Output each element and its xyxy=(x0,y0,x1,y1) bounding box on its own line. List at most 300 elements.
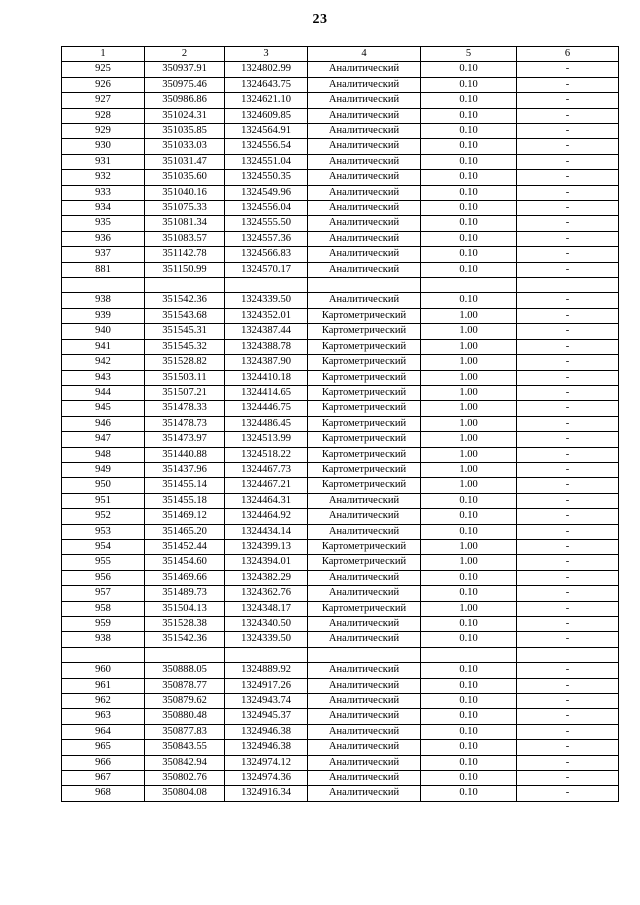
table-header xyxy=(62,47,619,62)
table-cell-col-2: 351440.88 xyxy=(145,447,225,462)
table-row xyxy=(62,462,619,477)
table-cell-col-3: 1324570.17 xyxy=(225,262,308,277)
table-cell-col-2: 351031.47 xyxy=(145,154,225,169)
table-row xyxy=(62,632,619,647)
table-cell-col-4 xyxy=(308,278,421,293)
table-cell-col-4: Аналитический xyxy=(308,678,421,693)
table-cell-col-2: 351081.34 xyxy=(145,216,225,231)
table-cell-col-5: 1.00 xyxy=(421,539,517,554)
table-cell-col-6: - xyxy=(517,724,619,739)
column-header-2: 2 xyxy=(145,47,225,62)
table-cell-col-1: 938 xyxy=(62,632,145,647)
table-cell-col-1: 952 xyxy=(62,509,145,524)
table-cell-col-5: 0.10 xyxy=(421,139,517,154)
table-cell-col-3: 1324974.36 xyxy=(225,771,308,786)
table-cell-col-3: 1324464.92 xyxy=(225,509,308,524)
table-cell-col-1: 935 xyxy=(62,216,145,231)
table-cell-col-4: Аналитический xyxy=(308,262,421,277)
table-cell-col-3: 1324946.38 xyxy=(225,740,308,755)
table-cell-col-3: 1324340.50 xyxy=(225,617,308,632)
table-row xyxy=(62,108,619,123)
table-cell-col-5: 0.10 xyxy=(421,771,517,786)
table-cell-col-1: 926 xyxy=(62,77,145,92)
table-cell-col-6: - xyxy=(517,324,619,339)
table-cell-col-3: 1324566.83 xyxy=(225,247,308,262)
table-cell-col-3: 1324467.21 xyxy=(225,478,308,493)
table-cell-col-2: 350802.76 xyxy=(145,771,225,786)
table-cell-col-6: - xyxy=(517,108,619,123)
table-cell-col-1: 932 xyxy=(62,170,145,185)
table-cell-col-3: 1324388.78 xyxy=(225,339,308,354)
table-cell-col-5: 1.00 xyxy=(421,339,517,354)
table-cell-col-4: Аналитический xyxy=(308,139,421,154)
table-cell-col-6: - xyxy=(517,201,619,216)
table-cell-col-4: Аналитический xyxy=(308,185,421,200)
table-cell-col-5: 0.10 xyxy=(421,586,517,601)
table-cell-col-5: 0.10 xyxy=(421,201,517,216)
table-row xyxy=(62,740,619,755)
table-cell-col-2: 351545.31 xyxy=(145,324,225,339)
table-cell-col-1: 960 xyxy=(62,663,145,678)
table-cell-col-6: - xyxy=(517,601,619,616)
table-cell-col-5: 0.10 xyxy=(421,755,517,770)
table-cell-col-2: 350878.77 xyxy=(145,678,225,693)
table-cell-col-1: 941 xyxy=(62,339,145,354)
table-body xyxy=(62,62,619,801)
table-cell-col-1: 955 xyxy=(62,555,145,570)
table-cell-col-1: 949 xyxy=(62,462,145,477)
table-cell-col-5: 0.10 xyxy=(421,709,517,724)
table-cell-col-6: - xyxy=(517,786,619,801)
table-cell-col-4: Аналитический xyxy=(308,93,421,108)
table-row xyxy=(62,324,619,339)
table-cell-col-1: 947 xyxy=(62,432,145,447)
table-cell-col-5: 0.10 xyxy=(421,154,517,169)
table-cell-col-4: Аналитический xyxy=(308,154,421,169)
table-cell-col-3: 1324974.12 xyxy=(225,755,308,770)
table-cell-col-6: - xyxy=(517,740,619,755)
table-cell-col-5: 1.00 xyxy=(421,462,517,477)
table-row xyxy=(62,617,619,632)
table-cell-col-2: 351150.99 xyxy=(145,262,225,277)
table-cell-col-4: Аналитический xyxy=(308,771,421,786)
table-cell-col-6: - xyxy=(517,447,619,462)
table-cell-col-2: 351542.36 xyxy=(145,293,225,308)
table-cell-col-4: Аналитический xyxy=(308,231,421,246)
table-cell-col-6: - xyxy=(517,524,619,539)
column-header-6: 6 xyxy=(517,47,619,62)
table-row xyxy=(62,555,619,570)
table-cell-col-3: 1324917.26 xyxy=(225,678,308,693)
table-cell-col-4: Картометрический xyxy=(308,385,421,400)
table-cell-col-6: - xyxy=(517,293,619,308)
table-cell-col-5: 0.10 xyxy=(421,108,517,123)
table-cell-col-4: Картометрический xyxy=(308,401,421,416)
table-cell-col-5: 1.00 xyxy=(421,324,517,339)
table-cell-col-2: 351528.82 xyxy=(145,355,225,370)
table-row xyxy=(62,786,619,801)
table-cell-col-6: - xyxy=(517,170,619,185)
table-cell-col-3: 1324348.17 xyxy=(225,601,308,616)
table-cell-col-5: 0.10 xyxy=(421,185,517,200)
table-cell-col-5: 0.10 xyxy=(421,124,517,139)
table-cell-col-5: 0.10 xyxy=(421,231,517,246)
table-cell-col-2: 351024.31 xyxy=(145,108,225,123)
table-cell-col-4: Картометрический xyxy=(308,539,421,554)
table-cell-col-1: 939 xyxy=(62,308,145,323)
table-cell-col-5: 0.10 xyxy=(421,247,517,262)
table-cell-col-2: 351040.16 xyxy=(145,185,225,200)
table-cell-col-6: - xyxy=(517,586,619,601)
table-cell-col-4: Аналитический xyxy=(308,247,421,262)
table-cell-col-4: Картометрический xyxy=(308,601,421,616)
table-cell-col-2: 351075.33 xyxy=(145,201,225,216)
table-cell-col-5: 0.10 xyxy=(421,509,517,524)
table-row xyxy=(62,293,619,308)
table-cell-col-6: - xyxy=(517,478,619,493)
table-cell-col-4: Аналитический xyxy=(308,709,421,724)
table-cell-col-2: 350879.62 xyxy=(145,694,225,709)
table-cell-col-2: 351455.14 xyxy=(145,478,225,493)
table-cell-col-2: 351478.73 xyxy=(145,416,225,431)
table-cell-col-1: 933 xyxy=(62,185,145,200)
table-cell-col-6: - xyxy=(517,247,619,262)
table-cell-col-5: 0.10 xyxy=(421,663,517,678)
table-row xyxy=(62,247,619,262)
table-cell-col-5: 0.10 xyxy=(421,262,517,277)
table-cell-col-3: 1324889.92 xyxy=(225,663,308,678)
table-cell-col-6: - xyxy=(517,570,619,585)
table-cell-col-2: 351033.03 xyxy=(145,139,225,154)
table-cell-col-6: - xyxy=(517,509,619,524)
table-cell-col-4: Картометрический xyxy=(308,555,421,570)
table-cell-col-1: 927 xyxy=(62,93,145,108)
table-row xyxy=(62,308,619,323)
table-cell-col-5: 0.10 xyxy=(421,77,517,92)
table-cell-col-3: 1324362.76 xyxy=(225,586,308,601)
table-cell-col-1 xyxy=(62,278,145,293)
table-cell-col-2: 351465.20 xyxy=(145,524,225,539)
table-cell-col-5: 0.10 xyxy=(421,617,517,632)
table-cell-col-3: 1324387.44 xyxy=(225,324,308,339)
table-cell-col-1: 945 xyxy=(62,401,145,416)
table-cell-col-3: 1324387.90 xyxy=(225,355,308,370)
table-cell-col-4: Картометрический xyxy=(308,308,421,323)
column-header-1: 1 xyxy=(62,47,145,62)
table-cell-col-4: Аналитический xyxy=(308,586,421,601)
table-cell-col-2: 351473.97 xyxy=(145,432,225,447)
table-cell-col-3: 1324621.10 xyxy=(225,93,308,108)
coordinates-table xyxy=(61,46,619,802)
table-cell-col-1: 936 xyxy=(62,231,145,246)
table-cell-col-4: Аналитический xyxy=(308,77,421,92)
table-row xyxy=(62,724,619,739)
table-cell-col-4: Аналитический xyxy=(308,216,421,231)
table-cell-col-5: 0.10 xyxy=(421,493,517,508)
table-cell-col-4: Картометрический xyxy=(308,432,421,447)
table-cell-col-6: - xyxy=(517,355,619,370)
table-cell-col-2: 350888.05 xyxy=(145,663,225,678)
table-cell-col-5: 0.10 xyxy=(421,62,517,77)
table-cell-col-2: 351504.13 xyxy=(145,601,225,616)
table-row xyxy=(62,709,619,724)
table-cell-col-4: Аналитический xyxy=(308,201,421,216)
table-cell-col-6: - xyxy=(517,755,619,770)
table-cell-col-5: 0.10 xyxy=(421,170,517,185)
table-cell-col-5: 0.10 xyxy=(421,93,517,108)
table-row xyxy=(62,170,619,185)
table-cell-col-3: 1324555.50 xyxy=(225,216,308,231)
table-cell-col-5: 1.00 xyxy=(421,447,517,462)
table-cell-col-3: 1324399.13 xyxy=(225,539,308,554)
table-row xyxy=(62,401,619,416)
table-cell-col-5: 0.10 xyxy=(421,632,517,647)
table-cell-col-3: 1324464.31 xyxy=(225,493,308,508)
table-cell-col-6: - xyxy=(517,771,619,786)
page-number: 23 xyxy=(312,12,328,27)
table-cell-col-4: Аналитический xyxy=(308,108,421,123)
table-cell-col-4: Картометрический xyxy=(308,447,421,462)
table-cell-col-5: 1.00 xyxy=(421,478,517,493)
table-cell-col-2: 350986.86 xyxy=(145,93,225,108)
table-cell-col-1 xyxy=(62,647,145,662)
table-row xyxy=(62,663,619,678)
table-cell-col-6: - xyxy=(517,462,619,477)
table-row xyxy=(62,447,619,462)
table-cell-col-1: 962 xyxy=(62,694,145,709)
table-cell-col-3: 1324564.91 xyxy=(225,124,308,139)
table-cell-col-5 xyxy=(421,647,517,662)
table-cell-col-1: 967 xyxy=(62,771,145,786)
table-cell-col-1: 931 xyxy=(62,154,145,169)
table-cell-col-6: - xyxy=(517,493,619,508)
table-cell-col-3: 1324352.01 xyxy=(225,308,308,323)
table-cell-col-6: - xyxy=(517,617,619,632)
table-cell-col-4 xyxy=(308,647,421,662)
table-cell-col-4: Аналитический xyxy=(308,509,421,524)
table-cell-col-5: 1.00 xyxy=(421,385,517,400)
table-cell-col-5: 1.00 xyxy=(421,432,517,447)
table-row xyxy=(62,570,619,585)
table-cell-col-2: 351542.36 xyxy=(145,632,225,647)
table-cell-col-6 xyxy=(517,647,619,662)
table-cell-col-6 xyxy=(517,278,619,293)
table-cell-col-5: 0.10 xyxy=(421,740,517,755)
table-cell-col-2: 350880.48 xyxy=(145,709,225,724)
table-cell-col-3: 1324382.29 xyxy=(225,570,308,585)
table-cell-col-2: 351528.38 xyxy=(145,617,225,632)
table-cell-col-5: 1.00 xyxy=(421,401,517,416)
table-cell-col-2: 351543.68 xyxy=(145,308,225,323)
table-cell-col-3: 1324513.99 xyxy=(225,432,308,447)
table-row xyxy=(62,493,619,508)
table-cell-col-2 xyxy=(145,647,225,662)
table-cell-col-6: - xyxy=(517,139,619,154)
table-cell-col-1: 963 xyxy=(62,709,145,724)
table-cell-col-2: 351455.18 xyxy=(145,493,225,508)
table-cell-col-6: - xyxy=(517,216,619,231)
table-cell-col-5: 1.00 xyxy=(421,355,517,370)
table-cell-col-1: 929 xyxy=(62,124,145,139)
table-cell-col-3 xyxy=(225,647,308,662)
table-row xyxy=(62,694,619,709)
table-cell-col-4: Аналитический xyxy=(308,755,421,770)
table-separator-row xyxy=(62,278,619,293)
table-cell-col-1: 958 xyxy=(62,601,145,616)
table-row xyxy=(62,201,619,216)
table-cell-col-1: 959 xyxy=(62,617,145,632)
table-cell-col-6: - xyxy=(517,709,619,724)
table-cell-col-6: - xyxy=(517,77,619,92)
table-cell-col-5: 0.10 xyxy=(421,293,517,308)
table-cell-col-3: 1324414.65 xyxy=(225,385,308,400)
table-cell-col-2: 350877.83 xyxy=(145,724,225,739)
table-cell-col-1: 938 xyxy=(62,293,145,308)
table-cell-col-3: 1324557.36 xyxy=(225,231,308,246)
column-header-3: 3 xyxy=(225,47,308,62)
table-row xyxy=(62,139,619,154)
table-cell-col-1: 965 xyxy=(62,740,145,755)
table-cell-col-1: 942 xyxy=(62,355,145,370)
table-row xyxy=(62,62,619,77)
table-cell-col-4: Аналитический xyxy=(308,570,421,585)
table-cell-col-1: 968 xyxy=(62,786,145,801)
table-cell-col-6: - xyxy=(517,231,619,246)
table-cell-col-6: - xyxy=(517,385,619,400)
table-cell-col-1: 957 xyxy=(62,586,145,601)
table-cell-col-1: 946 xyxy=(62,416,145,431)
table-cell-col-6: - xyxy=(517,694,619,709)
table-row xyxy=(62,385,619,400)
table-row xyxy=(62,432,619,447)
table-cell-col-3: 1324410.18 xyxy=(225,370,308,385)
table-cell-col-2: 351035.85 xyxy=(145,124,225,139)
table-cell-col-2: 351083.57 xyxy=(145,231,225,246)
table-cell-col-4: Картометрический xyxy=(308,339,421,354)
table-row xyxy=(62,524,619,539)
table-cell-col-1: 940 xyxy=(62,324,145,339)
table-cell-col-3: 1324339.50 xyxy=(225,632,308,647)
table-row xyxy=(62,77,619,92)
table-cell-col-3 xyxy=(225,278,308,293)
table-cell-col-4: Аналитический xyxy=(308,694,421,709)
table-cell-col-3: 1324946.38 xyxy=(225,724,308,739)
table-cell-col-3: 1324434.14 xyxy=(225,524,308,539)
table-cell-col-1: 930 xyxy=(62,139,145,154)
column-header-5: 5 xyxy=(421,47,517,62)
table-cell-col-2 xyxy=(145,278,225,293)
table-cell-col-3: 1324643.75 xyxy=(225,77,308,92)
table-cell-col-5: 1.00 xyxy=(421,555,517,570)
table-cell-col-4: Аналитический xyxy=(308,724,421,739)
table-cell-col-1: 964 xyxy=(62,724,145,739)
table-row xyxy=(62,586,619,601)
table-row xyxy=(62,416,619,431)
table-cell-col-4: Аналитический xyxy=(308,632,421,647)
table-cell-col-1: 950 xyxy=(62,478,145,493)
table-cell-col-3: 1324467.73 xyxy=(225,462,308,477)
table-cell-col-2: 351507.21 xyxy=(145,385,225,400)
table-cell-col-5: 0.10 xyxy=(421,524,517,539)
table-cell-col-3: 1324486.45 xyxy=(225,416,308,431)
table-cell-col-2: 351437.96 xyxy=(145,462,225,477)
table-cell-col-3: 1324446.75 xyxy=(225,401,308,416)
table-cell-col-2: 350842.94 xyxy=(145,755,225,770)
table-cell-col-2: 351142.78 xyxy=(145,247,225,262)
table-cell-col-5: 1.00 xyxy=(421,416,517,431)
table-cell-col-3: 1324550.35 xyxy=(225,170,308,185)
table-cell-col-6: - xyxy=(517,308,619,323)
table-cell-col-4: Картометрический xyxy=(308,478,421,493)
table-cell-col-4: Аналитический xyxy=(308,293,421,308)
table-cell-col-4: Аналитический xyxy=(308,124,421,139)
table-cell-col-2: 351545.32 xyxy=(145,339,225,354)
table-cell-col-6: - xyxy=(517,339,619,354)
table-cell-col-3: 1324802.99 xyxy=(225,62,308,77)
table-cell-col-1: 954 xyxy=(62,539,145,554)
table-cell-col-6: - xyxy=(517,555,619,570)
table-cell-col-6: - xyxy=(517,262,619,277)
table-row xyxy=(62,478,619,493)
table-cell-col-4: Картометрический xyxy=(308,416,421,431)
table-cell-col-5: 0.10 xyxy=(421,724,517,739)
table-cell-col-5: 0.10 xyxy=(421,570,517,585)
table-cell-col-6: - xyxy=(517,124,619,139)
table-cell-col-3: 1324916.34 xyxy=(225,786,308,801)
table-cell-col-3: 1324394.01 xyxy=(225,555,308,570)
table-cell-col-5 xyxy=(421,278,517,293)
table-cell-col-3: 1324945.37 xyxy=(225,709,308,724)
table-cell-col-1: 948 xyxy=(62,447,145,462)
table-cell-col-4: Аналитический xyxy=(308,524,421,539)
table-cell-col-5: 0.10 xyxy=(421,216,517,231)
table-cell-col-6: - xyxy=(517,370,619,385)
table-cell-col-4: Аналитический xyxy=(308,62,421,77)
table-cell-col-4: Аналитический xyxy=(308,740,421,755)
table-cell-col-6: - xyxy=(517,432,619,447)
table-row xyxy=(62,509,619,524)
table-cell-col-4: Аналитический xyxy=(308,493,421,508)
table-cell-col-6: - xyxy=(517,154,619,169)
table-cell-col-4: Аналитический xyxy=(308,170,421,185)
table-row xyxy=(62,93,619,108)
table-cell-col-3: 1324943.74 xyxy=(225,694,308,709)
table-cell-col-3: 1324518.22 xyxy=(225,447,308,462)
table-cell-col-2: 350804.08 xyxy=(145,786,225,801)
table-row xyxy=(62,601,619,616)
table-cell-col-2: 350937.91 xyxy=(145,62,225,77)
table-cell-col-5: 0.10 xyxy=(421,678,517,693)
table-cell-col-4: Картометрический xyxy=(308,370,421,385)
table-separator-row xyxy=(62,647,619,662)
header-row xyxy=(62,47,619,62)
table-cell-col-6: - xyxy=(517,185,619,200)
table-cell-col-1: 925 xyxy=(62,62,145,77)
table-cell-col-3: 1324609.85 xyxy=(225,108,308,123)
table-cell-col-4: Картометрический xyxy=(308,462,421,477)
table-row xyxy=(62,262,619,277)
table-cell-col-2: 351035.60 xyxy=(145,170,225,185)
table-cell-col-4: Аналитический xyxy=(308,663,421,678)
table-cell-col-3: 1324556.54 xyxy=(225,139,308,154)
table-cell-col-1: 928 xyxy=(62,108,145,123)
table-cell-col-6: - xyxy=(517,539,619,554)
table-cell-col-2: 351469.12 xyxy=(145,509,225,524)
table-cell-col-6: - xyxy=(517,632,619,647)
table-cell-col-4: Аналитический xyxy=(308,617,421,632)
table-cell-col-1: 881 xyxy=(62,262,145,277)
table-cell-col-4: Картометрический xyxy=(308,324,421,339)
